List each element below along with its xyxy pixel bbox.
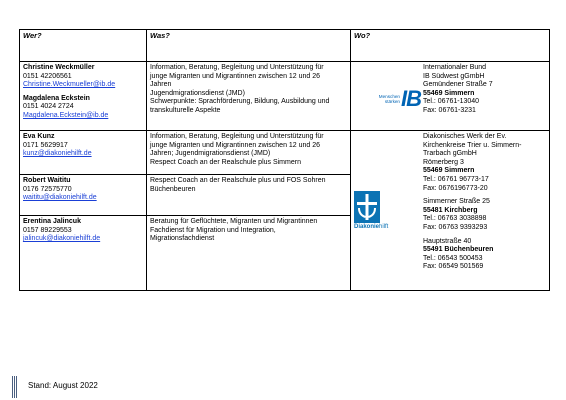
service-line: Information, Beratung, Begleitung und Unterstützung für: [150, 133, 324, 140]
ib-logo-mark: IB: [401, 86, 421, 111]
contact-phone: 0171 5629917: [23, 141, 68, 149]
branch-street: Simmerner Straße 25: [423, 198, 490, 206]
branch-tel: Tel.: 06543 500453: [423, 254, 483, 262]
service-cell: [147, 62, 351, 131]
service-line: Büchenbeuren: [150, 185, 196, 193]
service-line: Respect Coach an der Realschule plus Simmern: [150, 158, 301, 166]
service-line: Fachdienst für Migration und Integration,: [150, 226, 276, 234]
service-line: Beratung für Geflüchtete, Migranten und Migrantinnen: [150, 218, 318, 225]
contact-email-link[interactable]: kunz@diakoniehilft.de: [23, 150, 92, 158]
contact-table: [19, 29, 550, 291]
footer-status: Stand: August 2022: [28, 381, 98, 390]
contact-name: Magdalena Eckstein: [23, 94, 90, 102]
diakonie-cross-icon: [354, 191, 380, 223]
org-city: 55469 Simmern: [423, 89, 475, 97]
contact-name: Erentina Jalincuk: [23, 218, 81, 225]
header-row: [20, 30, 550, 62]
diakonie-wordmark: Diakoniehilft: [354, 224, 389, 230]
org-line: Römerberg 3: [423, 158, 464, 166]
header-where: Wo?: [351, 30, 550, 62]
branch-tel: Tel.: 06763 3038898: [423, 215, 487, 223]
service-line: junge Migranten und Migrantinnen zwischen 12 und 26: [150, 72, 321, 80]
table-row: [20, 62, 550, 131]
org-tel: Tel.: 06761-13040: [423, 98, 480, 106]
org-line: Trarbach gGmbH: [423, 150, 477, 158]
contact-phone: 0157 89229553: [23, 226, 72, 234]
service-line: transkulturelle Aspekte: [150, 106, 221, 114]
org-line: Internationaler Bund: [423, 64, 487, 71]
org-line: Kirchenkreise Trier u. Simmern-: [423, 141, 522, 149]
contact-name: Robert Waititu: [23, 177, 71, 184]
contact-email-link[interactable]: jalincuk@diakoniehilft.de: [23, 235, 101, 243]
branch-fax: Fax: 06549 501569: [423, 263, 484, 271]
diakonie-logo: [354, 191, 400, 235]
ib-logo: [364, 88, 419, 114]
service-cell: [147, 131, 351, 291]
contact-cell: [20, 62, 147, 131]
org-fax: Fax: 06761-3231: [423, 106, 476, 114]
service-line: Jahren; Jugendmigrationsdienst (JMD): [150, 150, 271, 158]
service-line: Schwerpunkte: Sprachförderung, Bildung, Ausbildung und: [150, 98, 330, 106]
contact-email-link[interactable]: Christine.Weckmueller@ib.de: [23, 81, 116, 89]
service-line: Jahren: [150, 81, 172, 89]
branch-city: 55491 Büchenbeuren: [423, 246, 494, 254]
service-line: junge Migranten und Migrantinnen zwischen 12 und 26: [150, 141, 321, 149]
header-what: Was?: [147, 30, 351, 62]
org-tel: Tel.: 06761 96773-17: [423, 175, 489, 183]
contact-name: Eva Kunz: [23, 133, 55, 140]
contact-email-link[interactable]: Magdalena.Eckstein@ib.de: [23, 111, 109, 119]
org-line: IB Südwest gGmbH: [423, 72, 485, 80]
contact-phone: 0151 42206561: [23, 72, 72, 80]
org-line: Diakonisches Werk der Ev.: [423, 133, 507, 140]
contact-name: Christine Weckmüller: [23, 64, 95, 71]
branch-city: 55481 Kirchberg: [423, 206, 478, 214]
org-city: 55469 Simmern: [423, 167, 475, 175]
footer-bars-decoration: [12, 376, 18, 398]
header-who: Wer?: [20, 30, 147, 62]
org-line: Gemündener Straße 7: [423, 81, 493, 89]
service-line: Jugendmigrationsdienst (JMD): [150, 89, 245, 97]
contact-email-link[interactable]: waititu@diakoniehilft.de: [23, 194, 97, 202]
contact-cell: [20, 131, 147, 291]
contact-phone: 0176 72575770: [23, 185, 72, 193]
service-line: Respect Coach an der Realschule plus und FOS Sohren: [150, 177, 326, 184]
org-fax: Fax: 0676196773-20: [423, 184, 488, 192]
branch-street: Hauptstraße 40: [423, 237, 472, 245]
branch-fax: Fax: 06763 9393293: [423, 223, 488, 231]
contact-phone: 0151 4024 2724: [23, 103, 74, 111]
ib-logo-tagline: Menschen stärken: [378, 94, 400, 105]
service-line: Migrationsfachdienst: [150, 235, 215, 243]
location-cell: [351, 131, 550, 291]
table-row: [20, 131, 550, 291]
service-line: Information, Beratung, Begleitung und Unterstützung für: [150, 64, 324, 71]
location-cell: [351, 62, 550, 131]
